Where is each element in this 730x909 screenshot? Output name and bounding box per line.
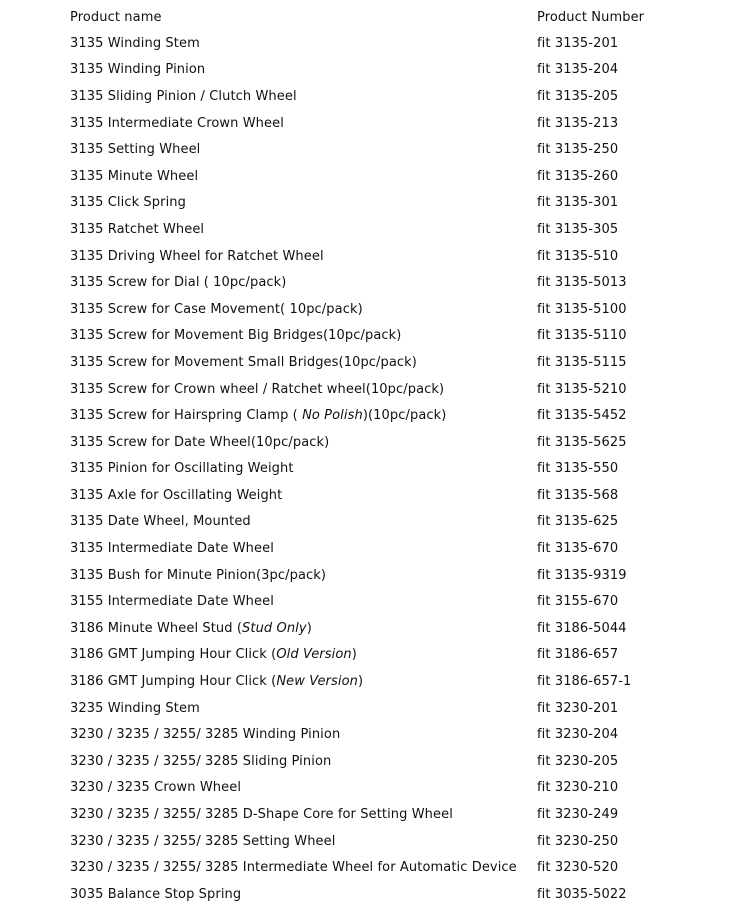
product-number-cell: fit 3230-250 [537, 833, 619, 849]
product-number-cell: fit 3135-9319 [537, 567, 627, 583]
product-name-cell: 3135 Setting Wheel [70, 142, 201, 158]
product-name-cell: 3135 Ratchet Wheel [70, 221, 205, 237]
product-number-cell: fit 3135-510 [537, 248, 619, 264]
product-number-cell: fit 3135-305 [537, 221, 619, 237]
product-name-cell: 3230 / 3235 / 3255/ 3285 Setting Wheel [70, 833, 336, 849]
table-row [70, 642, 710, 669]
product-name-suffix: )(10pc/pack) [362, 408, 447, 424]
product-number-cell: fit 3135-5110 [537, 328, 627, 344]
product-name-cell: 3230 / 3235 Crown Wheel [70, 780, 242, 796]
product-name-suffix: ) [351, 647, 357, 663]
product-number-cell: fit 3135-670 [537, 541, 619, 557]
product-number-cell: fit 3135-5100 [537, 301, 627, 317]
product-number-cell: fit 3230-249 [537, 807, 619, 823]
product-name-cell: 3230 / 3235 / 3255/ 3285 D-Shape Core for Setting Wheel [70, 807, 453, 823]
product-name-cell: 3135 Date Wheel, Mounted [70, 514, 251, 530]
product-number-cell: fit 3186-657-1 [537, 674, 632, 690]
product-number-cell: fit 3135-5013 [537, 275, 627, 291]
product-number-cell: fit 3135-250 [537, 142, 619, 158]
table-row [70, 854, 710, 881]
product-name-text: 3135 Screw for Hairspring Clamp ( [70, 408, 303, 424]
product-name-note: Old Version [276, 647, 352, 663]
table-row [70, 535, 710, 562]
product-number-cell: fit 3230-205 [537, 753, 619, 769]
product-number-cell: fit 3135-5210 [537, 381, 627, 397]
product-name-cell: 3135 Axle for Oscillating Weight [70, 487, 283, 503]
table-row [70, 668, 710, 695]
table-row [70, 881, 710, 908]
product-name-suffix: ) [306, 620, 312, 636]
product-name-cell: 3230 / 3235 / 3255/ 3285 Intermediate Wheel for Automatic Device [70, 860, 517, 876]
table-row [70, 456, 710, 483]
product-name-cell: 3135 Intermediate Date Wheel [70, 541, 274, 557]
table-row [70, 801, 710, 828]
table-row [70, 376, 710, 403]
product-number-cell: fit 3230-201 [537, 700, 619, 716]
header-product-name: Product name [70, 9, 162, 25]
product-name-note: New Version [276, 674, 358, 690]
table-row [70, 509, 710, 536]
table-row [70, 216, 710, 243]
table-body [70, 30, 710, 908]
product-name-cell: 3135 Intermediate Crown Wheel [70, 115, 284, 131]
product-number-cell: fit 3135-213 [537, 115, 619, 131]
product-name-cell: 3135 Screw for Movement Big Bridges(10pc/pack) [70, 328, 402, 344]
table-row [70, 775, 710, 802]
product-name-text: 3186 GMT Jumping Hour Click ( [70, 647, 277, 663]
table-row [70, 83, 710, 110]
table-row [70, 163, 710, 190]
table-header [70, 4, 710, 30]
product-number-cell: fit 3035-5022 [537, 886, 627, 902]
table-row [70, 429, 710, 456]
product-name-text: 3186 GMT Jumping Hour Click ( [70, 674, 277, 690]
product-number-cell: fit 3186-5044 [537, 620, 627, 636]
table-row [70, 323, 710, 350]
product-number-cell: fit 3135-260 [537, 168, 619, 184]
product-number-cell: fit 3230-210 [537, 780, 619, 796]
table-row [70, 828, 710, 855]
product-name-cell: 3135 Sliding Pinion / Clutch Wheel [70, 88, 297, 104]
table-row [70, 588, 710, 615]
table-row [70, 57, 710, 84]
product-name-note: No Polish [302, 408, 363, 424]
table-row [70, 296, 710, 323]
product-name-cell: 3135 Pinion for Oscillating Weight [70, 461, 294, 477]
table-row [70, 136, 710, 163]
table-row [70, 243, 710, 270]
table-row [70, 269, 710, 296]
product-name-note: Stud Only [242, 620, 307, 636]
product-name-suffix: ) [357, 674, 364, 690]
product-name-cell [70, 674, 537, 689]
product-name-cell [70, 647, 537, 662]
table-row [70, 30, 710, 57]
product-name-cell: 3035 Balance Stop Spring [70, 886, 242, 902]
product-number-cell: fit 3186-657 [537, 647, 619, 663]
product-name-cell: 3135 Screw for Movement Small Bridges(10pc/pack) [70, 354, 417, 370]
product-number-cell: fit 3135-301 [537, 195, 619, 211]
table-row [70, 748, 710, 775]
table-row [70, 695, 710, 722]
product-number-cell: fit 3135-568 [537, 487, 619, 503]
product-name-cell: 3135 Driving Wheel for Ratchet Wheel [70, 248, 324, 264]
product-name-text: 3186 Minute Wheel Stud ( [70, 620, 243, 636]
product-number-cell: fit 3155-670 [537, 594, 619, 610]
product-name-cell [70, 621, 537, 636]
product-number-cell: fit 3230-520 [537, 860, 619, 876]
table-row [70, 349, 710, 376]
product-name-cell: 3135 Screw for Case Movement( 10pc/pack) [70, 301, 363, 317]
header-product-number: Product Number [537, 9, 645, 25]
product-name-cell: 3235 Winding Stem [70, 700, 200, 716]
product-number-cell: fit 3135-5625 [537, 434, 627, 450]
product-number-cell: fit 3135-204 [537, 62, 619, 78]
product-name-cell: 3135 Winding Pinion [70, 62, 206, 78]
table-row [70, 402, 710, 429]
table-row [70, 615, 710, 642]
product-name-cell: 3135 Bush for Minute Pinion(3pc/pack) [70, 567, 327, 583]
product-name-cell: 3135 Click Spring [70, 195, 186, 211]
table-row [70, 721, 710, 748]
product-number-cell: fit 3230-204 [537, 727, 619, 743]
product-name-cell: 3230 / 3235 / 3255/ 3285 Winding Pinion [70, 727, 341, 743]
product-number-cell: fit 3135-5452 [537, 408, 627, 424]
product-name-cell: 3135 Screw for Date Wheel(10pc/pack) [70, 434, 330, 450]
table-row [70, 110, 710, 137]
product-number-cell: fit 3135-205 [537, 88, 619, 104]
product-name-cell: 3135 Screw for Crown wheel / Ratchet wheel(10pc/pack) [70, 381, 445, 397]
product-number-cell: fit 3135-625 [537, 514, 619, 530]
product-number-cell: fit 3135-5115 [537, 354, 627, 370]
product-number-cell: fit 3135-201 [537, 35, 619, 51]
product-table [70, 4, 710, 908]
product-number-cell: fit 3135-550 [537, 461, 619, 477]
product-name-cell: 3155 Intermediate Date Wheel [70, 594, 274, 610]
product-name-cell: 3135 Screw for Dial ( 10pc/pack) [70, 275, 287, 291]
product-name-cell: 3135 Minute Wheel [70, 168, 199, 184]
product-name-cell [70, 408, 537, 423]
product-name-cell: 3135 Winding Stem [70, 35, 200, 51]
table-row [70, 562, 710, 589]
product-name-cell: 3230 / 3235 / 3255/ 3285 Sliding Pinion [70, 753, 332, 769]
table-row [70, 190, 710, 217]
table-row [70, 482, 710, 509]
